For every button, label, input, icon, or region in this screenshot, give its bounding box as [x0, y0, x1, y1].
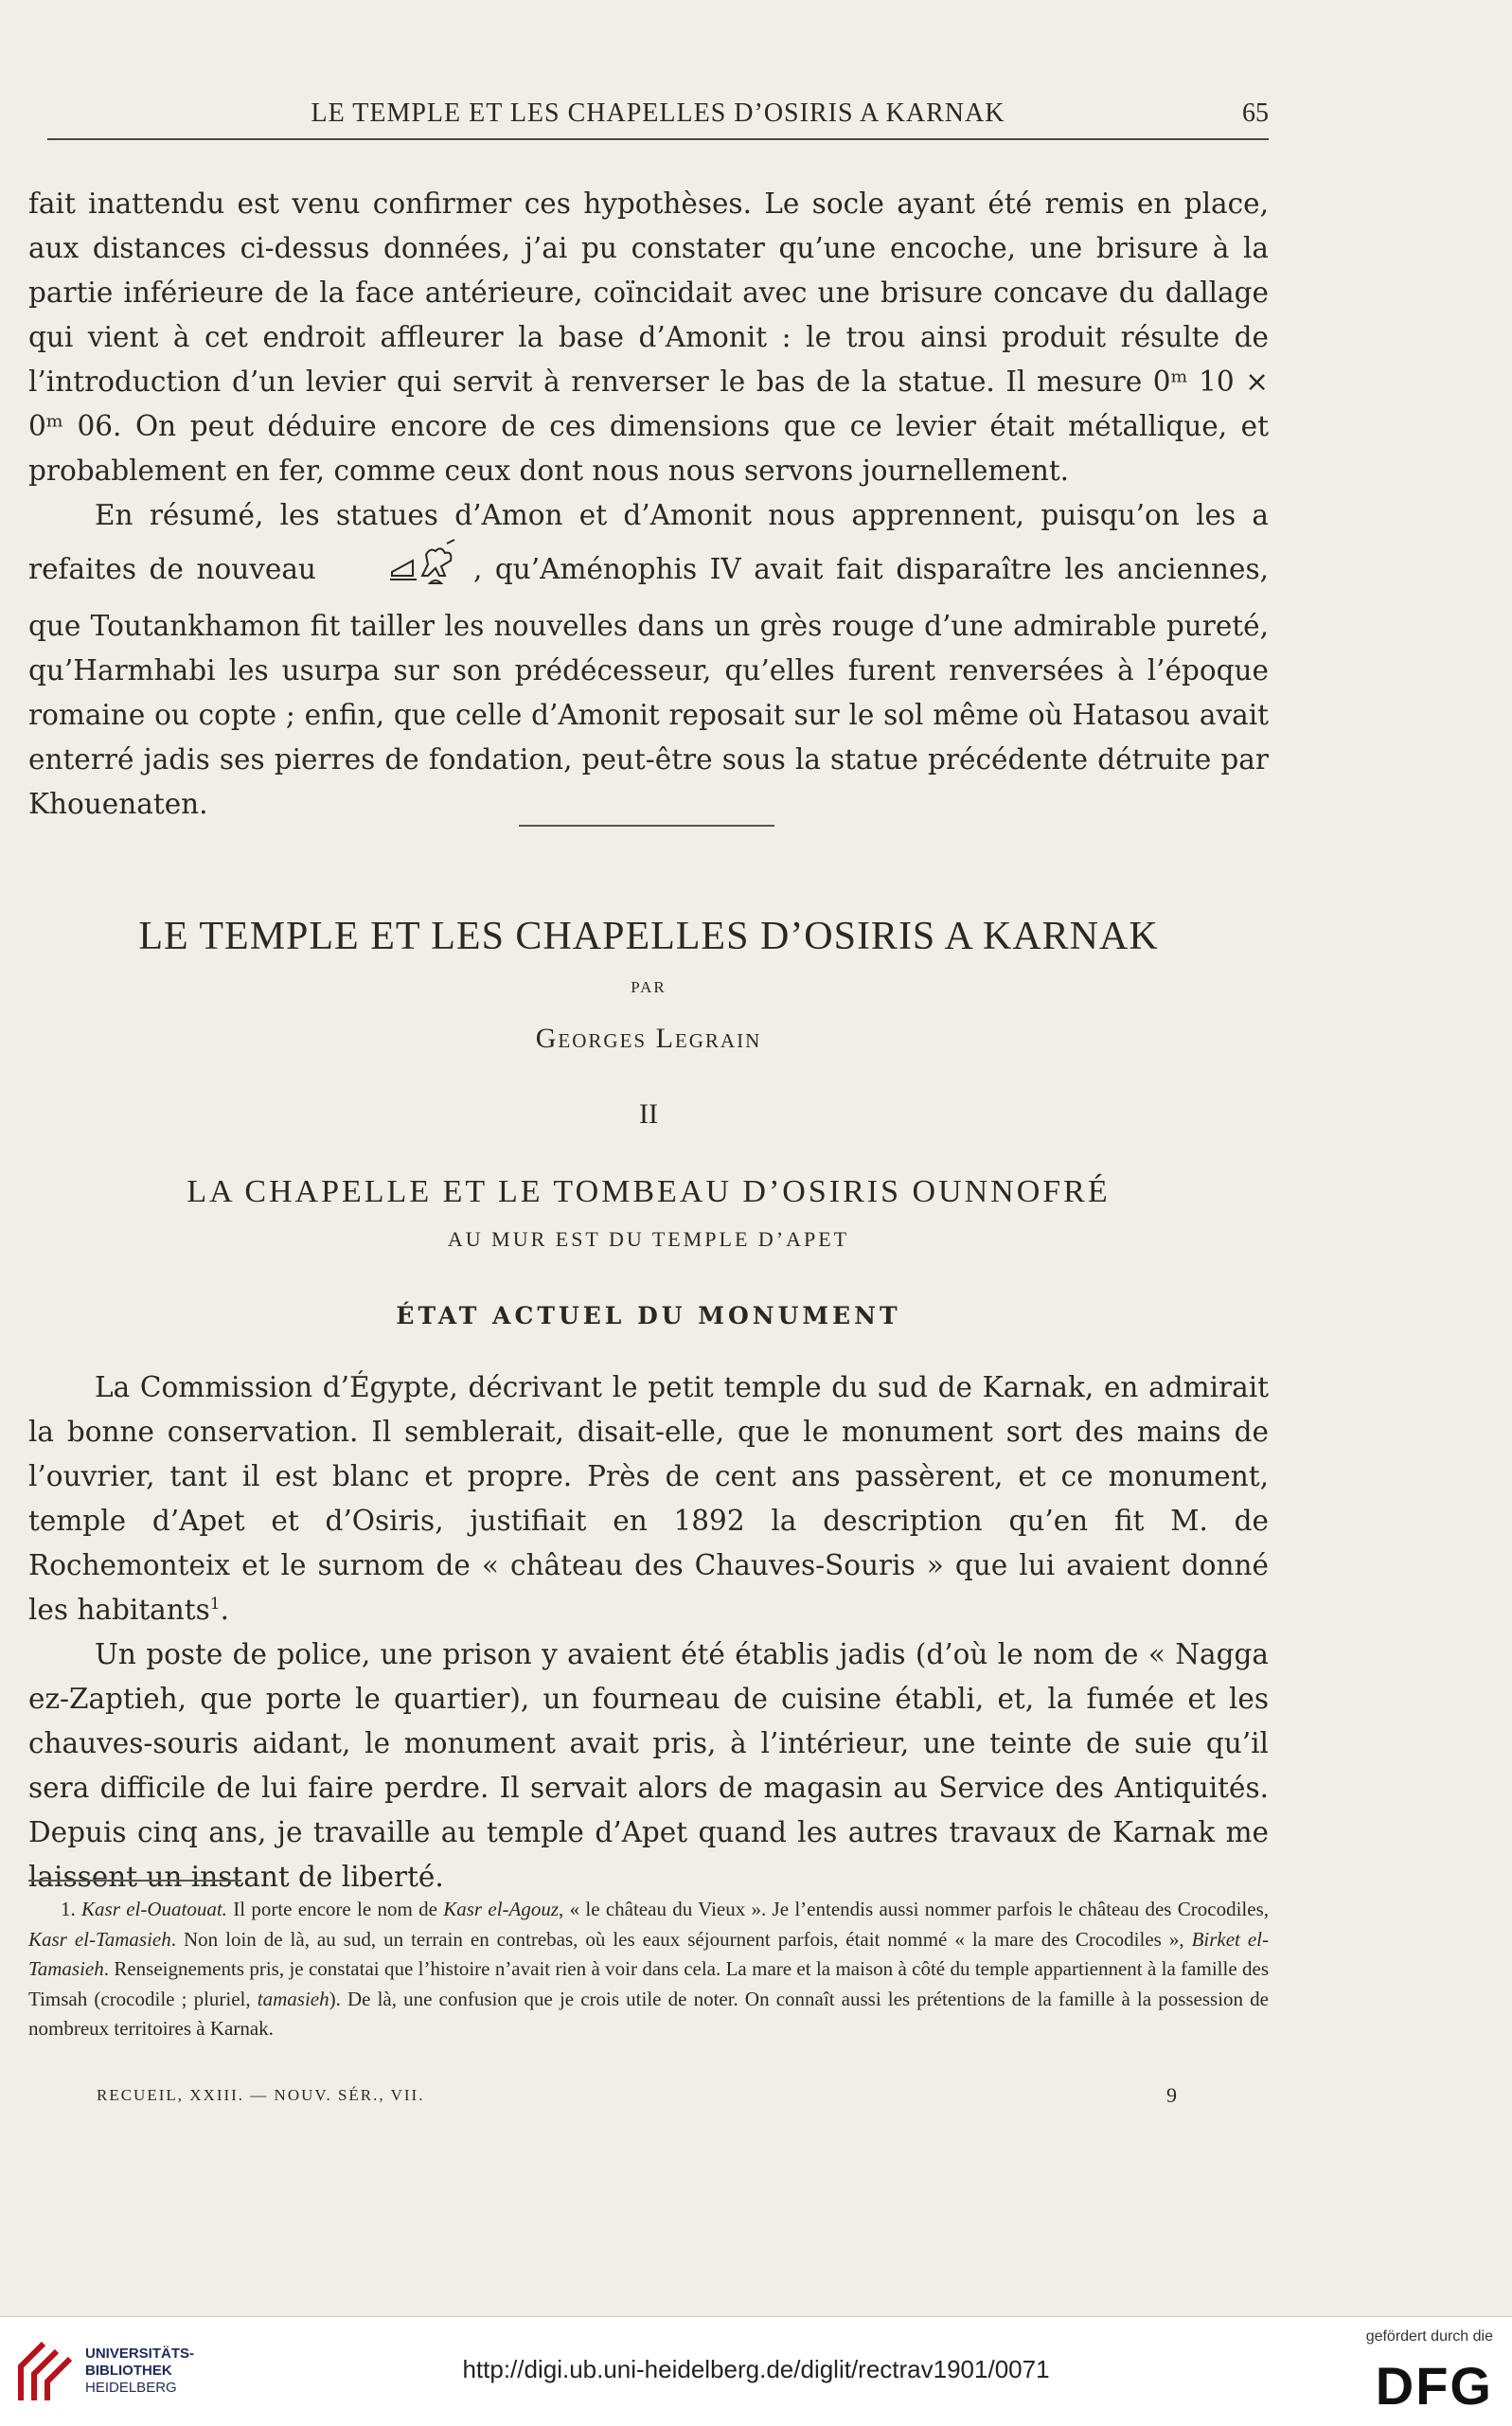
summary-text-a: En résumé, les statues d’Amon et d’Amonit nous apprennent, puisqu’on les a refaites de nouveau	[28, 499, 1269, 585]
footnote-italic-3: Kasr el-Agouz	[443, 1898, 560, 1920]
chapter-subtitle: AU MUR EST DU TEMPLE D’APET	[447, 1227, 850, 1251]
footnote-text-2: Il porte encore le nom de	[226, 1898, 444, 1920]
footnote-text-4: , « le château du Vieux ». Je l’entendis aussi nommer parfois le château des Crocodiles,	[559, 1898, 1270, 1920]
dfg-logo[interactable]: DFG	[1375, 2356, 1493, 2416]
paragraph-commission	[28, 1365, 1269, 1632]
running-head-title: LE TEMPLE ET LES CHAPELLES D’OSIRIS A KARNAK	[311, 98, 1005, 128]
footnote-ref[interactable]: 1	[209, 1595, 221, 1614]
footnote-italic-5: Kasr el-Tamasieh	[28, 1927, 171, 1951]
running-head	[47, 95, 1269, 140]
footnote-text-8: . Renseignements pris, je constatai que l’histoire n’avait rien à voir dans cela. La mare et la maison à côté du temple appartiennent à la famille des Timsah (crocodile ; pluriel,	[28, 1957, 1269, 2010]
hieroglyph-icon	[322, 538, 468, 604]
permalink[interactable]: http://digi.ub.uni-heidelberg.de/diglit/rectrav1901/0071	[462, 2355, 1050, 2383]
footnote-italic-9: tamasieh	[257, 1987, 329, 2010]
body-top	[28, 182, 1269, 827]
part-number: II	[639, 1098, 658, 1130]
article-author: Georges Legrain	[535, 1023, 762, 1054]
footnote-italic-1: Kasr el-Ouatouat.	[81, 1898, 227, 1920]
article-title: LE TEMPLE ET LES CHAPELLES D’OSIRIS A KARNAK	[138, 915, 1159, 958]
section-divider	[519, 825, 774, 827]
footnote-text-6: . Non loin de là, au sud, un terrain en contrebas, où les eaux séjournent parfois, était nommé « la mare des Crocodiles »,	[170, 1927, 1192, 1951]
article-body	[28, 1365, 1269, 1900]
funded-by-label: gefördert durch die	[1365, 2328, 1493, 2345]
signature-number: 9	[1166, 2083, 1177, 2107]
chapter-title: LA CHAPELLE ET LE TOMBEAU D’OSIRIS OUNNOFRÉ	[187, 1174, 1111, 1209]
paragraph-police: Un poste de police, une prison y avaient été établis jadis (d’où le nom de « Nagga ez-Zaptieh, que porte le quartier), un fourneau de cuisine établi, et, la fumée et les chauves-souris aidant, le monument avait pris, à l’intérieur, une teinte de suie qu’il sera difficile de lui faire perdre. Il servait alors de magasin au Service des Antiquités. Depuis cinq ans, je travaille au temple d’Apet quand les autres travaux de Karnak me laissent un instant de liberté.	[28, 1638, 1269, 1893]
signature-line: RECUEIL, XXIII. — NOUV. SÉR., VII.	[97, 2086, 425, 2104]
commission-text: La Commission d’Égypte, décrivant le petit temple du sud de Karnak, en admirait la bonne conservation. Il semblerait, disait-elle, que le monument sort des mains de l’ouvrier, tant il est blanc et propre. Près de cent ans passèrent, et ce monument, temple d’Apet et d’Osiris, justifiait en 1892 la description qu’en fit M. de Rochemonteix et le surnom de « château des Chauves-Souris » que lui avaient donné les habitants	[28, 1371, 1269, 1626]
page-number: 65	[1242, 98, 1269, 128]
summary-text-b: , qu’Aménophis IV avait fait disparaître les anciennes, que Toutankhamon fit tailler les nouvelles dans un grès rouge d’une admirable pureté, qu’Harmhabi les usurpa sur son prédécesseur, qu’elles furent renversées à l’époque romaine ou copte ; enfin, que celle d’Amonit reposait sur le sol même où Hatasou avait enterré jadis ses pierres de fondation, peut-être sous la statue précédente détruite par Khouenaten.	[28, 553, 1269, 820]
section-heading: ÉTAT ACTUEL DU MONUMENT	[396, 1302, 901, 1329]
digitization-footer	[0, 2316, 1512, 2426]
library-line-3: HEIDELBERG	[85, 2380, 177, 2396]
library-line-2: BIBLIOTHEK	[85, 2363, 172, 2379]
footnote-italic-7: Birket el-Tamasieh	[28, 1927, 1269, 1980]
footnote	[28, 1895, 1269, 2044]
paragraph-summary	[28, 493, 1269, 827]
footnote-text-10: ). De là, une confusion que je crois utile de noter. On connaît aussi les prétentions de la famille à la possession de nombreux territoires à Karnak.	[28, 1987, 1269, 2040]
commission-end: .	[220, 1594, 229, 1626]
footnote-number: 1.	[61, 1898, 76, 1920]
paragraph-continued: fait inattendu est venu confirmer ces hypothèses. Le socle ayant été remis en place, aux distances ci-dessus données, j’ai pu constater qu’une encoche, une brisure à la partie inférieure de la face antérieure, coïncidait avec une brisure concave du dallage qui vient à cet endroit affleurer la base d’Amonit : le trou ainsi produit résulte de l’introduction d’un levier qui servit à renverser le bas de la statue. Il mesure 0ᵐ 10 × 0ᵐ 06. On peut déduire encore de ces dimensions que ce levier était métallique, et probablement en fer, comme ceux dont nous nous servons journellement.	[28, 187, 1269, 487]
library-line-1: UNIVERSITÄTS-	[85, 2346, 195, 2362]
byline-par: PAR	[631, 978, 667, 996]
footnote-rule	[28, 1880, 241, 1882]
